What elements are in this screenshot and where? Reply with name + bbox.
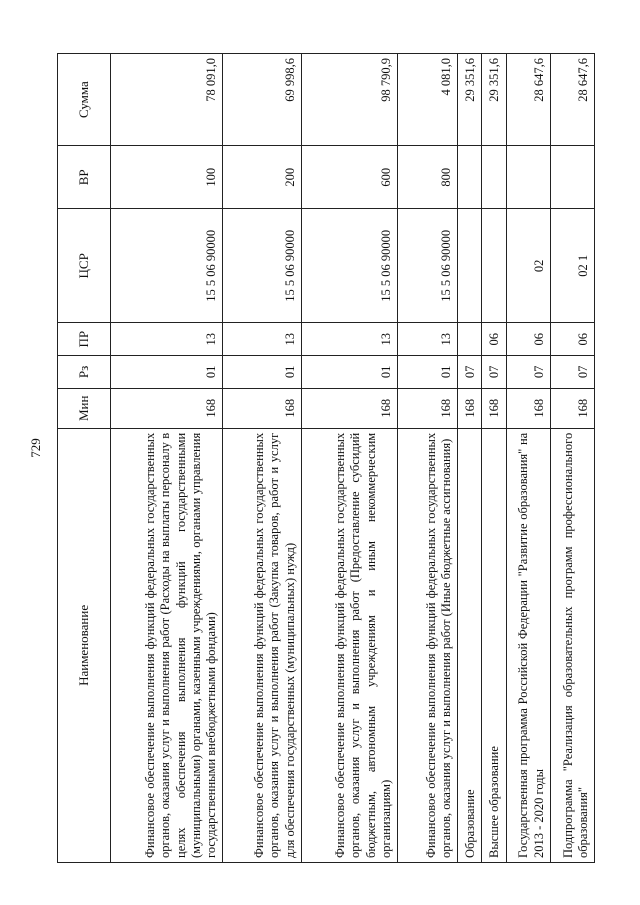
budget-table: [57, 53, 595, 863]
cell-rz: 07: [550, 356, 594, 389]
cell-vr: [482, 146, 506, 209]
header-name: Наименование: [58, 428, 111, 862]
table-row: [398, 54, 458, 863]
header-sum: Сумма: [58, 54, 111, 146]
cell-vr: 800: [398, 146, 458, 209]
table-row: [482, 54, 506, 863]
cell-pr: 13: [223, 323, 301, 356]
header-rz: Рз: [58, 356, 111, 389]
cell-rz: 01: [111, 356, 223, 389]
cell-rz: 07: [458, 356, 482, 389]
cell-min: 168: [111, 388, 223, 428]
cell-min: 168: [458, 388, 482, 428]
header-pr: ПР: [58, 323, 111, 356]
cell-vr: 200: [223, 146, 301, 209]
cell-min: 168: [550, 388, 594, 428]
cell-sum: 4 081,0: [398, 54, 458, 146]
cell-csr: 15 5 06 90000: [223, 209, 301, 323]
cell-sum: 28 647,6: [550, 54, 594, 146]
cell-min: 168: [223, 388, 301, 428]
cell-sum: 28 647,6: [506, 54, 550, 146]
cell-rz: 07: [506, 356, 550, 389]
table-row: [223, 54, 301, 863]
cell-csr: 15 5 06 90000: [111, 209, 223, 323]
page-number: 729: [28, 438, 43, 458]
cell-rz: 01: [398, 356, 458, 389]
table-row: [506, 54, 550, 863]
cell-name: Финансовое обеспечение выполнения функций федеральных государственных органов, оказания услуг и выполнения работ (Иные бюджетные ассигнования): [398, 428, 458, 862]
cell-vr: [506, 146, 550, 209]
cell-pr: 13: [111, 323, 223, 356]
cell-vr: 100: [111, 146, 223, 209]
cell-sum: 69 998,6: [223, 54, 301, 146]
cell-min: 168: [482, 388, 506, 428]
cell-csr: 15 5 06 90000: [301, 209, 397, 323]
cell-name: Финансовое обеспечение выполнения функций федеральных государственных органов, оказания услуг и выполнения работ (Предоставление субсидий бюджетным, автономным учреждениям и иным некоммерческим организациям): [301, 428, 397, 862]
cell-name: Высшее образование: [482, 428, 506, 862]
cell-name: Государственная программа Российской Федерации "Развитие образования" на 2013 - 2020 годы: [506, 428, 550, 862]
cell-pr: 13: [301, 323, 397, 356]
rotated-table-container: [57, 53, 595, 863]
cell-name: Финансовое обеспечение выполнения функций федеральных государственных органов, оказания услуг и выполнения работ (Закупка товаров, работ и услуг для обеспечения государственных (муниципальных) нужд): [223, 428, 301, 862]
cell-min: 168: [301, 388, 397, 428]
cell-csr: [482, 209, 506, 323]
table-row: [111, 54, 223, 863]
cell-csr: [458, 209, 482, 323]
cell-sum: 29 351,6: [482, 54, 506, 146]
cell-min: 168: [506, 388, 550, 428]
table-row: [550, 54, 594, 863]
cell-min: 168: [398, 388, 458, 428]
cell-rz: 01: [301, 356, 397, 389]
cell-rz: 07: [482, 356, 506, 389]
cell-pr: 06: [550, 323, 594, 356]
cell-rz: 01: [223, 356, 301, 389]
cell-vr: 600: [301, 146, 397, 209]
cell-sum: 78 091,0: [111, 54, 223, 146]
header-min: Мин: [58, 388, 111, 428]
header-csr: ЦСР: [58, 209, 111, 323]
cell-csr: 15 5 06 90000: [398, 209, 458, 323]
cell-name: Финансовое обеспечение выполнения функций федеральных государственных органов, оказания услуг и выполнения работ (Расходы на выплаты персоналу в целях обеспечения выполнения функций государственными (муниципальными) органами, казенными учреждениями, органами управления государственными внебюджетными фондами): [111, 428, 223, 862]
cell-pr: 13: [398, 323, 458, 356]
table-row: [301, 54, 397, 863]
cell-pr: [458, 323, 482, 356]
cell-sum: 98 790,9: [301, 54, 397, 146]
table-row: [458, 54, 482, 863]
cell-pr: 06: [506, 323, 550, 356]
cell-name: Подпрограмма "Реализация образовательных программ профессионального образования": [550, 428, 594, 862]
cell-csr: 02 1: [550, 209, 594, 323]
header-vr: ВР: [58, 146, 111, 209]
cell-vr: [550, 146, 594, 209]
table-header-row: [58, 54, 111, 863]
cell-csr: 02: [506, 209, 550, 323]
cell-sum: 29 351,6: [458, 54, 482, 146]
cell-name: Образование: [458, 428, 482, 862]
cell-pr: 06: [482, 323, 506, 356]
cell-vr: [458, 146, 482, 209]
